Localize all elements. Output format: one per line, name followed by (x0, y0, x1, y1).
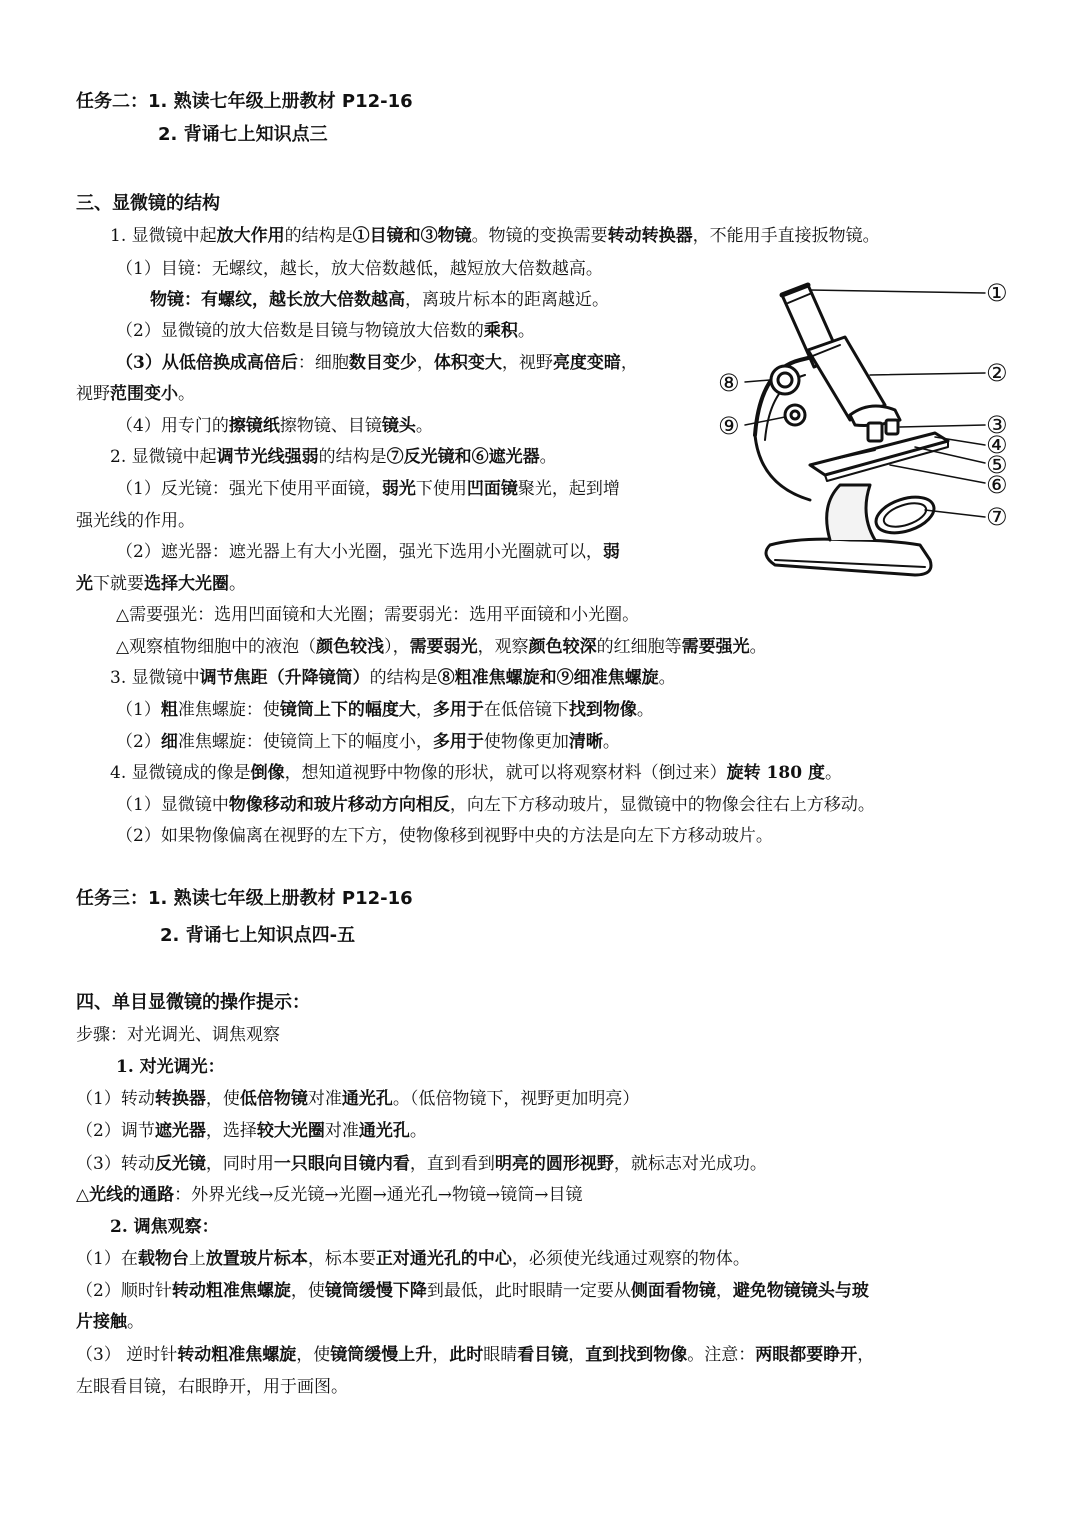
s3-p2-1b: 强光线的作用。 (76, 511, 195, 531)
diagram-label-6: ⑥ (986, 471, 1008, 499)
s3-p2-2b: 光下就要选择大光圈。 (76, 574, 246, 594)
diagram-label-1: ① (986, 279, 1008, 307)
diagram-label-7: ⑦ (986, 503, 1008, 531)
s3-p4-2: （2）如果物像偏离在视野的左下方，使物像移到视野中央的方法是向左下方移动玻片。 (116, 826, 773, 846)
task2-label: 任务二：1. 熟读七年级上册教材 P12-16 (76, 91, 413, 112)
diagram-label-2: ② (986, 359, 1008, 387)
s4-s1: 1. 对光调光： (116, 1057, 225, 1077)
s3-p3: 3. 显微镜中调节焦距（升降镜筒）的结构是⑧粗准焦螺旋和⑨细准焦螺旋。 (110, 668, 676, 688)
s4-path: △光线的通路：外界光线→反光镜→光圈→通光孔→物镜→镜筒→目镜 (76, 1185, 583, 1205)
s3-p4-1: （1）显微镜中物像移动和玻片移动方向相反，向左下方移动玻片，显微镜中的物像会往右上方移动。 (116, 795, 875, 815)
s3-p1-3a: （3）从低倍换成高倍后：细胞数目变少，体积变大，视野亮度变暗， (116, 353, 638, 373)
s4-steps: 步骤：对光调光、调焦观察 (76, 1025, 280, 1045)
microscope-illustration (700, 275, 1020, 595)
section4-title: 四、单目显微镜的操作提示： (76, 992, 310, 1013)
microscope-diagram (700, 275, 1020, 595)
task3-item2: 2. 背诵七上知识点四-五 (160, 925, 356, 946)
s3-p1-2: （2）显微镜的放大倍数是目镜与物镜放大倍数的乘积。 (116, 321, 535, 341)
s3-p1: 1. 显微镜中起放大作用的结构是①目镜和③物镜。物镜的变换需要转动转换器，不能用手直接扳物镜。 (110, 226, 880, 246)
task3-label: 任务三：1. 熟读七年级上册教材 P12-16 (76, 888, 413, 909)
s3-p2: 2. 显微镜中起调节光线强弱的结构是⑦反光镜和⑥遮光器。 (110, 447, 557, 467)
s4-s2-3a: （3） 逆时针转动粗准焦螺旋，使镜筒缓慢上升，此时眼睛看目镜，直到找到物像。注意：两眼都要睁开， (76, 1345, 875, 1365)
s4-s2-2a: （2）顺时针转动粗准焦螺旋，使镜筒缓慢下降到最低，此时眼睛一定要从侧面看物镜，避免物镜镜头与玻 (76, 1281, 869, 1301)
diagram-label-8: ⑧ (718, 369, 740, 397)
s4-s2-3b: 左眼看目镜，右眼睁开，用于画图。 (76, 1377, 348, 1397)
diagram-label-4: ④ (986, 431, 1008, 459)
s4-s1-1: （1）转动转换器，使低倍物镜对准通光孔。（低倍物镜下，视野更加明亮） (76, 1089, 640, 1109)
s3-p1-1: （1）目镜：无螺纹，越长，放大倍数越低，越短放大倍数越高。 (116, 259, 603, 279)
s3-p1-4: （4）用专门的擦镜纸擦物镜、目镜镜头。 (116, 416, 433, 436)
s4-s2-1: （1）在载物台上放置玻片标本，标本要正对通光孔的中心，必须使光线通过观察的物体。 (76, 1249, 750, 1269)
diagram-label-9: ⑨ (718, 412, 740, 440)
s3-p3-2: （2）细准焦螺旋：使镜筒上下的幅度小，多用于使物像更加清晰。 (116, 732, 620, 752)
diagram-label-3: ③ (986, 411, 1008, 439)
s3-p2-2a: （2）遮光器：遮光器上有大小光圈，强光下选用小光圈就可以，弱 (116, 542, 620, 562)
s3-p1-3b: 视野范围变小。 (76, 384, 195, 404)
s4-s2: 2. 调焦观察： (110, 1217, 219, 1237)
s3-tri2: △观察植物细胞中的液泡（颜色较浅），需要弱光，观察颜色较深的红细胞等需要强光。 (116, 637, 767, 657)
s4-s1-2: （2）调节遮光器，选择较大光圈对准通光孔。 (76, 1121, 427, 1141)
s3-tri1: △需要强光：选用凹面镜和大光圈；需要弱光：选用平面镜和小光圈。 (116, 605, 640, 625)
s3-p2-1a: （1）反光镜：强光下使用平面镜，弱光下使用凹面镜聚光，起到增 (116, 479, 620, 499)
s3-p4: 4. 显微镜成的像是倒像，想知道视野中物像的形状，就可以将观察材料（倒过来）旋转 180 度。 (110, 763, 842, 783)
s3-p3-1: （1）粗准焦螺旋：使镜筒上下的幅度大，多用于在低倍镜下找到物像。 (116, 700, 654, 720)
s3-p1-1b: 物镜：有螺纹，越长放大倍数越高，离玻片标本的距离越近。 (150, 290, 609, 310)
s4-s1-3: （3）转动反光镜，同时用一只眼向目镜内看，直到看到明亮的圆形视野，就标志对光成功。 (76, 1154, 767, 1174)
task2-item2: 2. 背诵七上知识点三 (158, 124, 328, 145)
section3-title: 三、显微镜的结构 (76, 193, 220, 214)
diagram-label-5: ⑤ (986, 451, 1008, 479)
s4-s2-2b: 片接触。 (76, 1312, 144, 1332)
